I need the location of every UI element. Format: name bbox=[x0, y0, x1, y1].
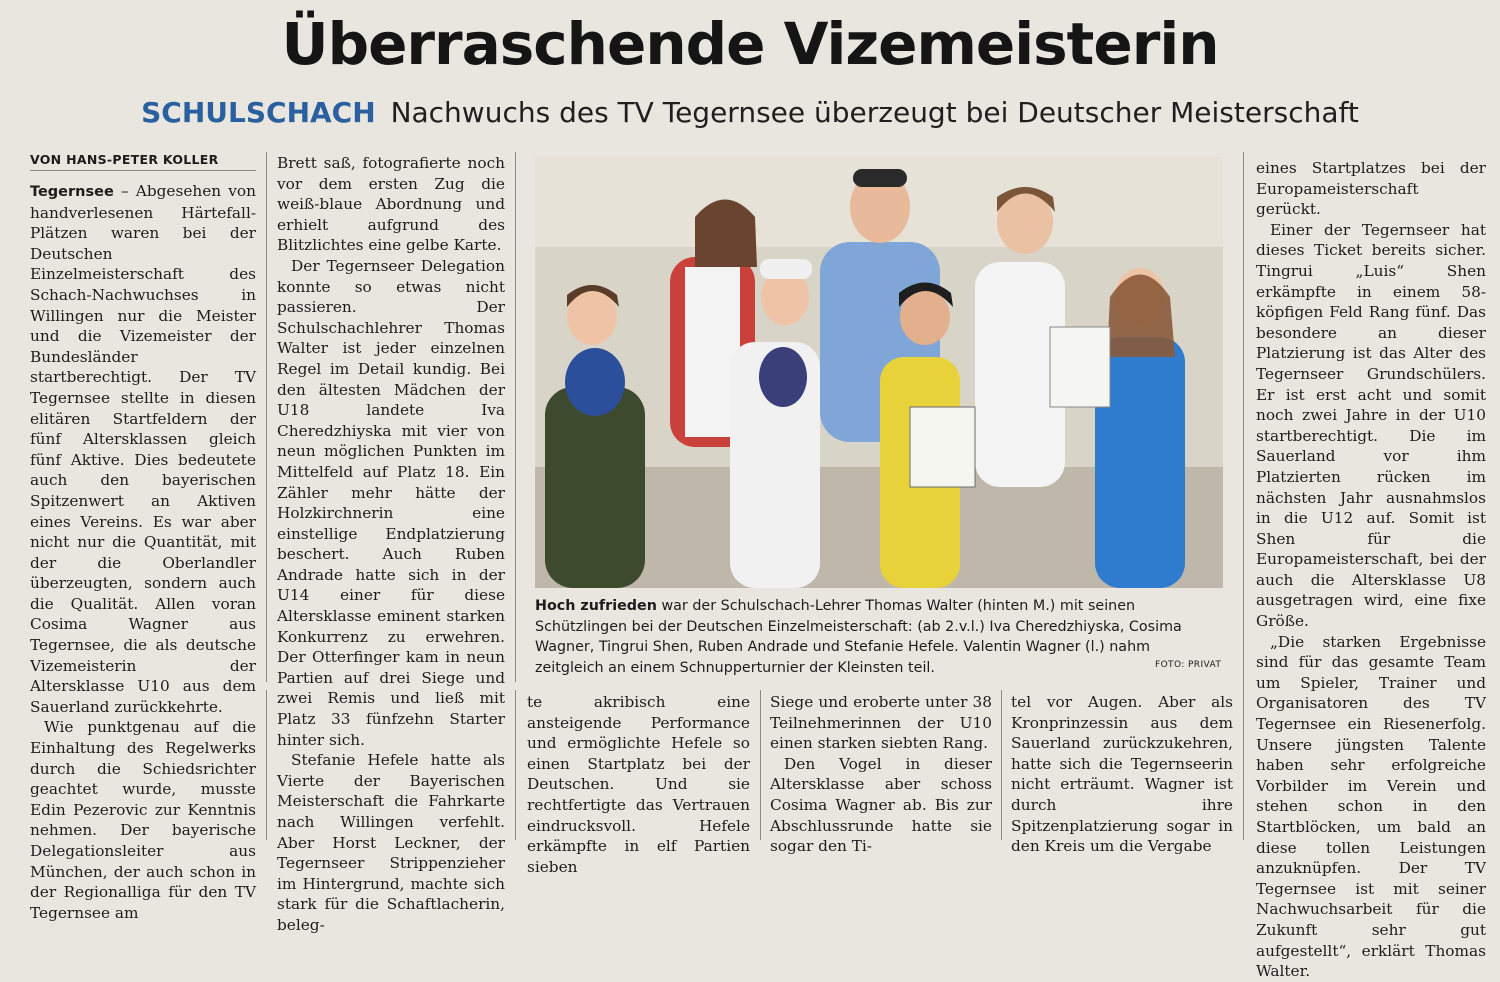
column-rule bbox=[515, 152, 516, 682]
column-rule bbox=[266, 152, 267, 682]
paragraph: eines Startplatzes bei der Europameisterschaft gerückt. bbox=[1256, 159, 1486, 219]
paragraph: tel vor Augen. Aber als Kronprinzessin aus dem Sauerland zurückzukehren, hatte sich die Tegernseerin nicht erträumt. Wagner ist durch ihre Spitzenplatzierung sogar in den Kreis um die Vergabe bbox=[1011, 693, 1233, 856]
kicker: SCHULSCHACH bbox=[141, 96, 376, 129]
caption-lead: Hoch zufrieden bbox=[535, 598, 657, 614]
column-rule bbox=[1001, 690, 1002, 840]
paragraph: Wie punktgenau auf die Einhaltung des Regelwerks durch die Schiedsrichter geachtet wurde, musste Edin Pezerovic zur Kenntnis nehmen. Der bayerische Delegationsleiter aus München, der auch schon in der Regionalliga für den TV Tegernsee am bbox=[30, 718, 256, 922]
subheadline: Nachwuchs des TV Tegernsee überzeugt bei Deutscher Meisterschaft bbox=[390, 96, 1359, 129]
byline: VON HANS-PETER KOLLER bbox=[30, 152, 219, 167]
certificate bbox=[1050, 327, 1110, 407]
subheadline-row bbox=[0, 92, 1500, 134]
paragraph: „Die starken Ergebnisse sind für das gesamte Team um Spieler, Trainer und Organisatoren des TV Tegernsee ein Riesenerfolg. Unsere jüngsten Talente haben sehr erfolgreiche Vorbilder im Verein und stehen schon in den Startblöcken, um bald an diese tollen Leistungen anzuknüpfen. Der TV Tegernsee ist mit seiner Nachwuchsarbeit für die Zukunft sehr gut aufgestellt“, erklärt Thomas Walter. bbox=[1256, 632, 1486, 981]
column-rule bbox=[1243, 152, 1244, 840]
paragraph: te akribisch eine ansteigende Performance und ermöglichte Hefele so einen Startplatz bei der Deutschen. Und sie rechtfertigte das Vertrauen eindrucksvoll. Hefele erkämpfte in elf Partien sieben bbox=[527, 693, 750, 876]
paragraph: Der Tegernseer Delegation konnte so etwas nicht passieren. Der Schulschachlehrer Thomas Walter ist jeder einzelnen Regel im Detail kundig. Bei den ältesten Mädchen der U18 landete Iva Cheredzhiyska mit vier von neun möglichen Punkten im Mittelfeld auf Platz 18. Ein Zähler mehr hätte der Holzkirchnerin eine einstellige Endplatzierung beschert. Auch Ruben Andrade hatte sich in der U14 einer für diese Altersklasse eminent starken Konkurrenz zu erwehren. Der Otterfinger kam in neun Partien auf drei Siege und zwei Remis und ließ mit Platz 33 fünfzehn Starter hinter sich. bbox=[277, 256, 505, 749]
byline-rule bbox=[30, 170, 256, 171]
article-column-2 bbox=[277, 153, 505, 936]
article-column-5 bbox=[1011, 692, 1233, 857]
column-rule bbox=[266, 690, 267, 840]
group-photo-illustration bbox=[535, 157, 1223, 588]
caption-text: war der Schulschach-Lehrer Thomas Walter (hinten M.) mit seinen Schützlingen bei der Deutschen Einzelmeisterschaft: (ab 2.v.l.) Iva Cheredzhiyska, Cosima Wagner, Tingrui Shen, Ruben Andrade und Stefanie Hefele. Valentin Wagner (l.) nahm zeitgleich an einem Schnupperturnier der Kleinsten teil. bbox=[535, 598, 1182, 676]
paragraph: Brett saß, fotografierte noch vor dem ersten Zug die weiß-blaue Abordnung und erhielt aufgrund des Blitzlichtes eine gelbe Karte. bbox=[277, 154, 505, 255]
photo-credit: FOTO: PRIVAT bbox=[1155, 660, 1222, 670]
column-rule bbox=[515, 690, 516, 840]
article-column-6 bbox=[1256, 158, 1486, 982]
article-photo bbox=[535, 157, 1223, 588]
photo-caption bbox=[535, 596, 1223, 678]
paragraph: Siege und eroberte unter 38 Teilnehmerinnen der U10 einen starken siebten Rang. bbox=[770, 693, 992, 753]
article-column-1 bbox=[30, 181, 256, 923]
paragraph: Einer der Tegernseer hat dieses Ticket bereits sicher. Tingrui „Luis“ Shen erkämpfte in einem 58-köpfigen Feld Rang fünf. Das besondere an dieser Platzierung ist das Alter des Tegernseer Grundschülers. Er ist erst acht und somit noch zwei Jahre in der U10 startberechtigt. Die im Sauerland vor ihm Platzierten rücken im nächsten Jahr ausnahmslos in die U12 auf. Somit ist Shen für die Europameisterschaft, bei der auch die Altersklasse U8 ausgetragen wird, eine fixe Größe. bbox=[1256, 220, 1486, 631]
paragraph-text: – Abgesehen von handverlesenen Härtefall-Plätzen waren bei der Deutschen Einzelmeisterschaft des Schach-Nachwuchses in Willingen nur die Meister und die Vizemeister der Bundesländer startberechtigt. Der TV Tegernsee stellte in diesen elitären Startfeldern der fünf Altersklassen gleich fünf Aktive. Dies bedeutete auch den bayerischen Spitzenwert an Aktiven eines Vereins. Es war aber nicht nur die Quantität, mit der die Oberlandler überzeugten, sondern auch die Qualität. Allen voran Cosima Wagner aus Tegernsee, die als deutsche Vizemeisterin der Altersklasse U10 aus dem Sauerland zurückkehrte. bbox=[30, 182, 256, 716]
dateline: Tegernsee bbox=[30, 184, 114, 200]
headline: Überraschende Vizemeisterin bbox=[281, 10, 1219, 78]
article-column-3 bbox=[527, 692, 750, 877]
paragraph: Stefanie Hefele hatte als Vierte der Bayerischen Meisterschaft die Fahrkarte nach Willingen verfehlt. Aber Horst Leckner, der Tegernseer Strippenzieher im Hintergrund, machte sich stark für die Schaftlacherin, beleg- bbox=[277, 751, 505, 934]
article-column-4 bbox=[770, 692, 992, 857]
paragraph bbox=[30, 181, 256, 717]
paragraph: Den Vogel in dieser Altersklasse aber schoss Cosima Wagner ab. Bis zur Abschlussrunde hatte sie sogar den Ti- bbox=[770, 754, 992, 856]
column-rule bbox=[760, 690, 761, 840]
